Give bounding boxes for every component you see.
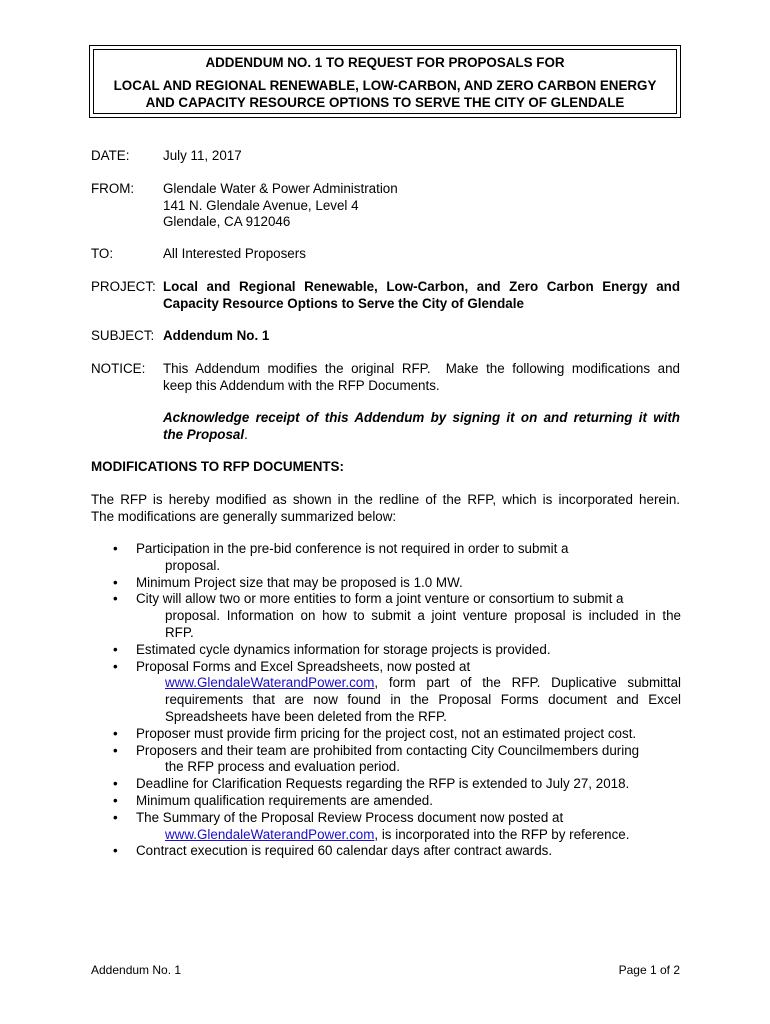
list-item bbox=[110, 776, 681, 793]
b3-line-3: RFP. bbox=[165, 624, 194, 640]
list-item bbox=[110, 541, 681, 575]
list-item bbox=[110, 726, 681, 743]
list-item bbox=[110, 575, 681, 592]
bullet-dot: • bbox=[113, 792, 118, 808]
notice-line-2: keep this Addendum with the RFP Documents. bbox=[163, 377, 440, 393]
bullet-dot: • bbox=[113, 742, 118, 758]
list-item bbox=[110, 810, 681, 844]
notice-label: NOTICE: bbox=[91, 361, 146, 376]
b10-after-link: , is incorporated into the RFP by reference. bbox=[374, 826, 630, 842]
b3-line-2: proposal. Information on how to submit a joint venture proposal is included in the bbox=[165, 608, 681, 624]
from-label: FROM: bbox=[91, 181, 135, 196]
project-label: PROJECT: bbox=[91, 279, 156, 294]
acknowledge-line-1: Acknowledge receipt of this Addendum by signing it on and returning it with bbox=[163, 410, 680, 425]
bullet-dot: • bbox=[113, 591, 118, 607]
b6-line: Proposer must provide firm pricing for the project cost, not an estimated project cost. bbox=[136, 725, 637, 741]
b5-after-link: , form part of the RFP. Duplicative submittal bbox=[374, 675, 681, 691]
footer-page-number: Page 1 of 2 bbox=[618, 963, 680, 977]
list-item bbox=[110, 793, 681, 810]
bullet-dot: • bbox=[113, 809, 118, 825]
list-item bbox=[110, 743, 681, 777]
b9-line: Minimum qualification requirements are amended. bbox=[136, 792, 433, 808]
subject-label: SUBJECT: bbox=[91, 328, 155, 343]
to-value: All Interested Proposers bbox=[163, 246, 306, 261]
list-item bbox=[110, 591, 681, 641]
title-line-1: ADDENDUM NO. 1 TO REQUEST FOR PROPOSALS FOR bbox=[205, 55, 565, 70]
b8-line: Deadline for Clarification Requests regarding the RFP is extended to July 27, 2018. bbox=[136, 776, 630, 792]
modifications-list bbox=[110, 541, 681, 860]
list-item bbox=[110, 659, 681, 726]
footer-left: Addendum No. 1 bbox=[91, 963, 182, 977]
bullet-dot: • bbox=[113, 641, 118, 657]
bullet-dot: • bbox=[113, 725, 118, 741]
glendale-website-link[interactable]: www.GlendaleWaterandPower.com bbox=[165, 675, 375, 691]
b5-line-1: Proposal Forms and Excel Spreadsheets, now posted at bbox=[136, 658, 471, 674]
b10-line-1: The Summary of the Proposal Review Process document now posted at bbox=[136, 809, 564, 825]
bullet-dot: • bbox=[113, 574, 118, 590]
to-label: TO: bbox=[91, 246, 114, 261]
b3-line-1: City will allow two or more entities to form a joint venture or consortium to submit a bbox=[136, 591, 624, 607]
b1-line-2: proposal. bbox=[165, 557, 221, 573]
acknowledge-period: . bbox=[244, 426, 248, 442]
bullet-dot: • bbox=[113, 776, 118, 792]
b11-line: Contract execution is required 60 calendar days after contract awards. bbox=[136, 843, 553, 859]
bullet-dot: • bbox=[113, 541, 118, 556]
intro-line-2: The modifications are generally summarized below: bbox=[91, 508, 397, 524]
b1-line-1: Participation in the pre-bid conference is not required in order to submit a bbox=[136, 541, 569, 556]
acknowledge-line-2: the Proposal bbox=[163, 426, 245, 442]
b4-line: Estimated cycle dynamics information for storage projects is provided. bbox=[136, 641, 551, 657]
date-label: DATE: bbox=[91, 148, 130, 163]
from-line-organization: Glendale Water & Power Administration bbox=[163, 181, 398, 196]
intro-line-1: The RFP is hereby modified as shown in the redline of the RFP, which is incorporated herein. bbox=[91, 492, 680, 507]
bullet-dot: • bbox=[113, 843, 118, 859]
from-line-street: 141 N. Glendale Avenue, Level 4 bbox=[163, 197, 359, 213]
b5-line-3: requirements that are now found in the Proposal Forms document and Excel bbox=[165, 692, 681, 708]
title-box bbox=[89, 45, 681, 118]
b7-line-2: the RFP process and evaluation period. bbox=[165, 759, 400, 775]
b5-line-4: Spreadsheets have been deleted from the RFP. bbox=[165, 708, 447, 724]
title-line-2: LOCAL AND REGIONAL RENEWABLE, LOW-CARBON, AND ZERO CARBON ENERGY bbox=[113, 78, 657, 93]
project-value-line-2: Capacity Resource Options to Serve the City of Glendale bbox=[163, 295, 524, 311]
project-value-line-1: Local and Regional Renewable, Low-Carbon, and Zero Carbon Energy and bbox=[163, 279, 680, 294]
glendale-website-link-2[interactable]: www.GlendaleWaterandPower.com bbox=[165, 826, 375, 842]
b7-line-1: Proposers and their team are prohibited from contacting City Councilmembers during bbox=[136, 742, 640, 758]
list-item bbox=[110, 642, 681, 659]
b2-line: Minimum Project size that may be proposed is 1.0 MW. bbox=[136, 574, 463, 590]
notice-line-1: This Addendum modifies the original RFP. Make the following modifications and bbox=[163, 361, 680, 376]
bullet-dot: • bbox=[113, 658, 118, 674]
modifications-intro bbox=[91, 492, 680, 525]
list-item bbox=[110, 843, 681, 860]
subject-value: Addendum No. 1 bbox=[163, 328, 270, 343]
title-line-3: AND CAPACITY RESOURCE OPTIONS TO SERVE THE CITY OF GLENDALE bbox=[145, 95, 625, 110]
modifications-heading: MODIFICATIONS TO RFP DOCUMENTS: bbox=[91, 459, 344, 474]
from-line-city: Glendale, CA 912046 bbox=[163, 214, 291, 229]
date-value: July 11, 2017 bbox=[163, 148, 242, 163]
